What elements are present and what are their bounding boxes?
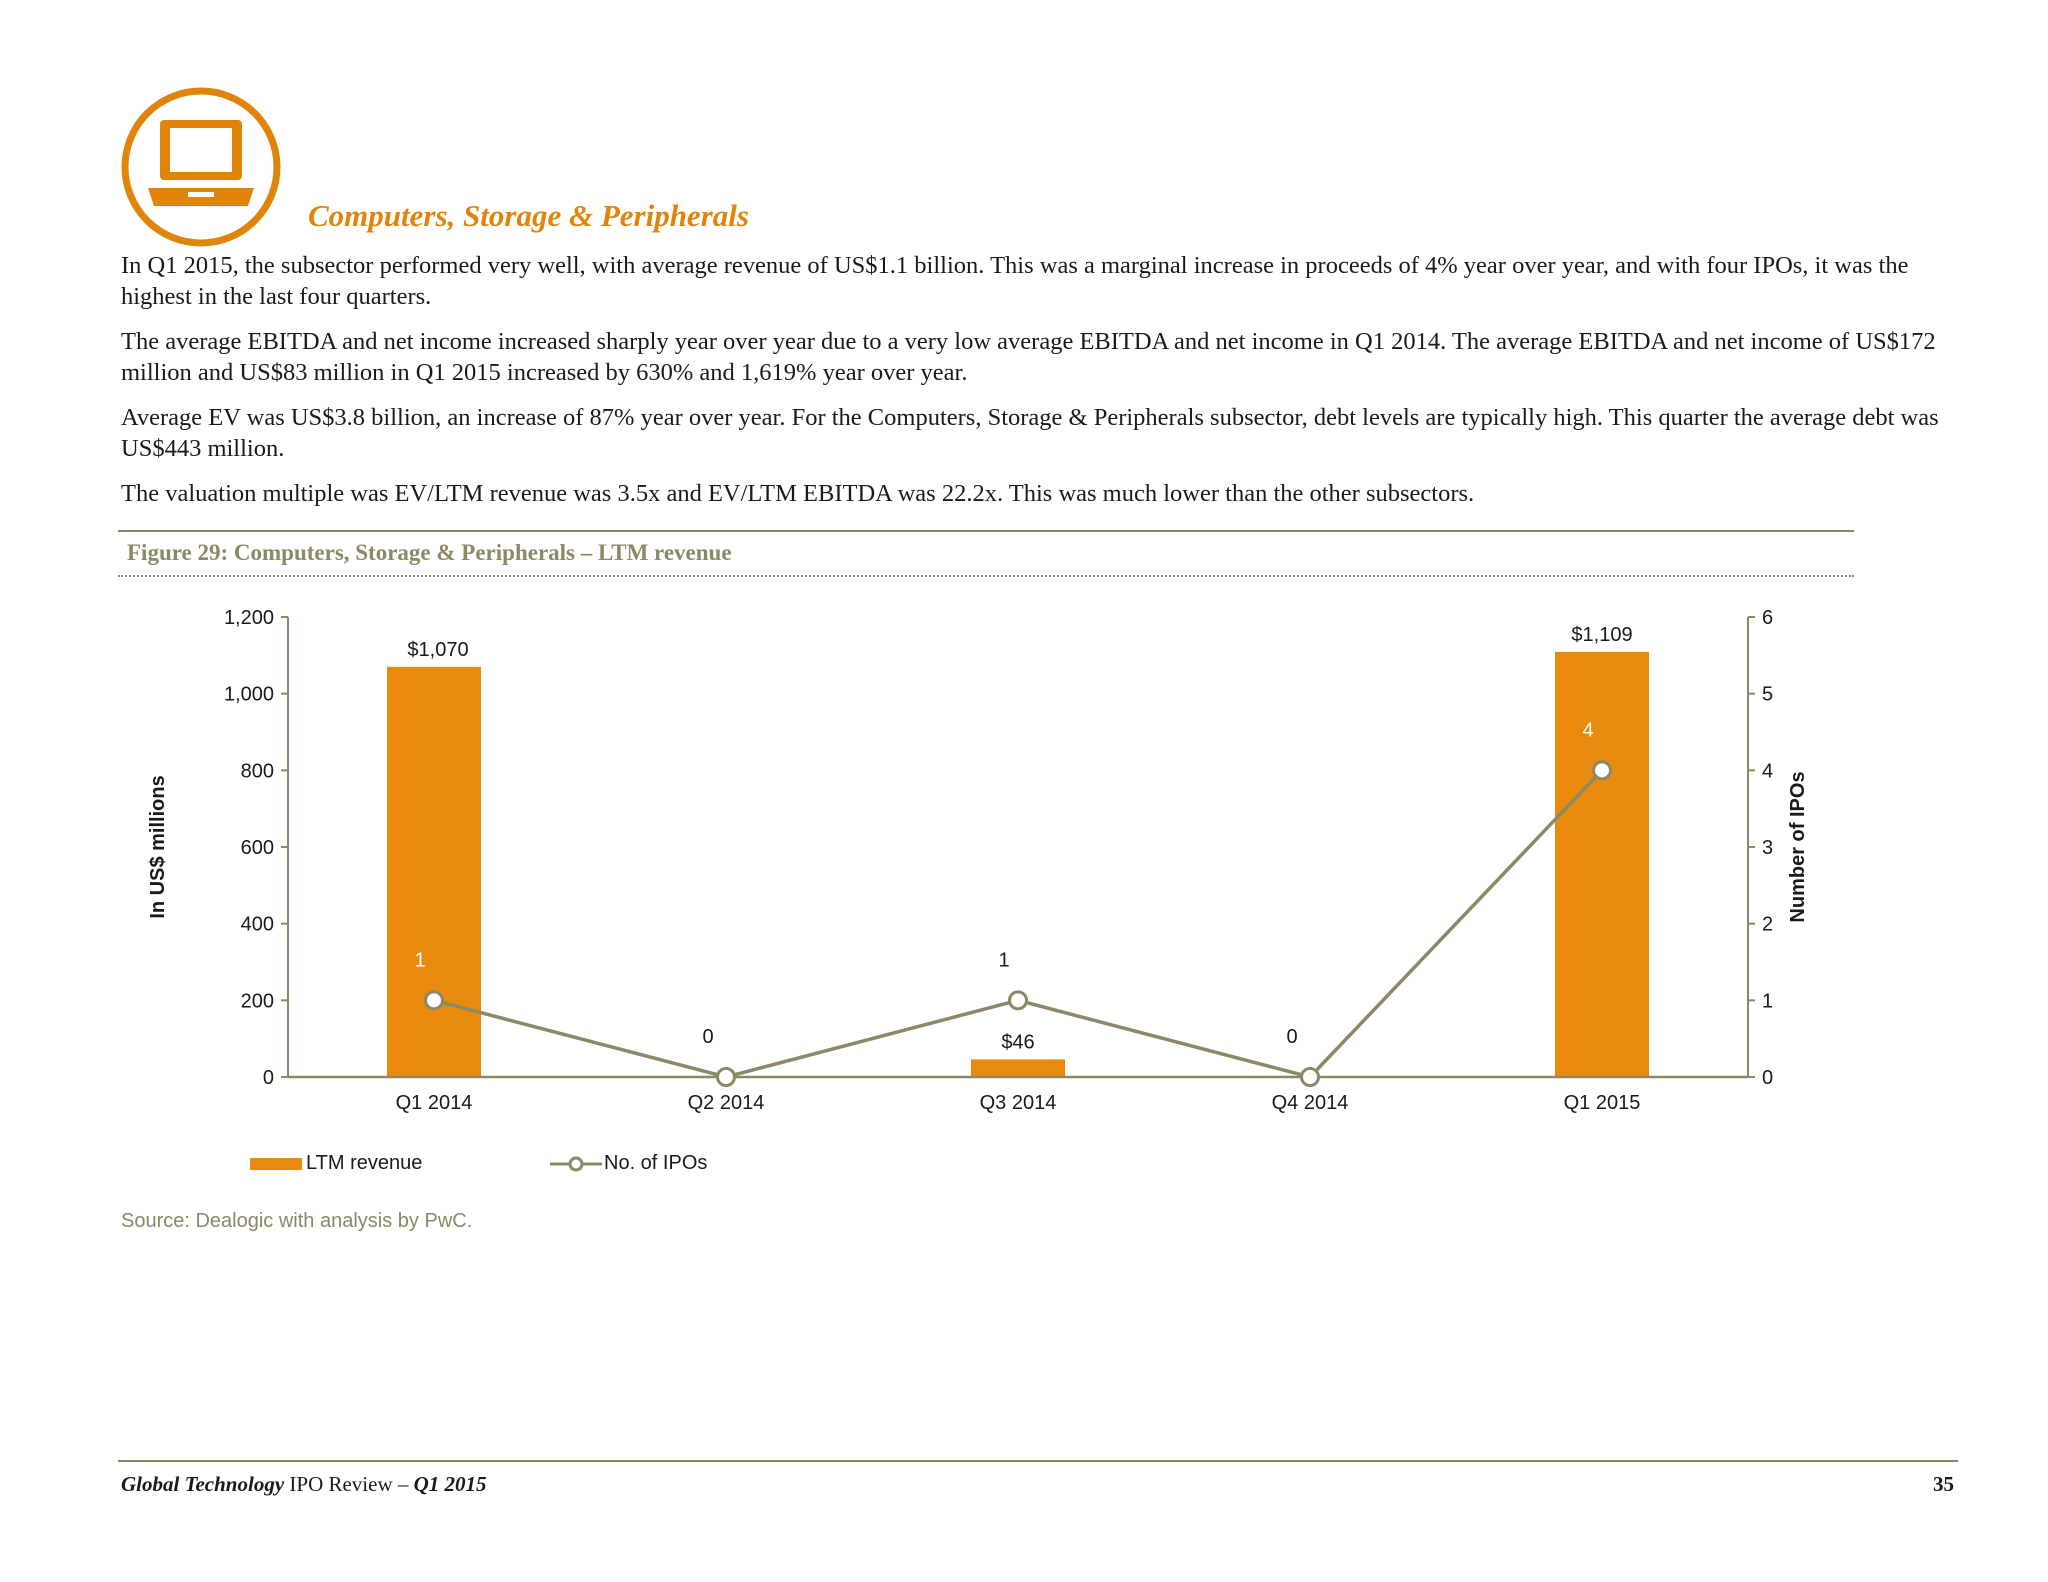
y-tick-label: 0 — [262, 1067, 274, 1089]
x-tick-label: Q1 2014 — [395, 1092, 473, 1114]
ipo-value-label: 1 — [414, 949, 426, 972]
ipo-point — [1302, 1069, 1319, 1086]
paragraph: Average EV was US$3.8 billion, an increase of 87% year over year. For the Computers, Storage & Peripherals subsector, debt levels are typically high. This quarter the average debt was US$443 million. — [121, 404, 1939, 462]
ipo-point — [426, 992, 443, 1009]
y2-tick-label: 2 — [1762, 913, 1774, 936]
y-tick-label: 1,200 — [223, 607, 274, 629]
y-axis-title: In US$ millions — [147, 775, 169, 919]
page-number: 35 — [1933, 1472, 1954, 1496]
legend-item-ltm-revenue — [250, 1152, 422, 1175]
footer-title-regular: IPO Review – — [284, 1472, 414, 1496]
ipo-value-label: 1 — [998, 949, 1010, 972]
footer-quarter: Q1 2015 — [413, 1472, 487, 1496]
x-tick-label: Q2 2014 — [687, 1092, 765, 1114]
ipo-value-label: 4 — [1582, 719, 1594, 742]
paragraph: The valuation multiple was EV/LTM revenue was 3.5x and EV/LTM EBITDA was 22.2x. This was much lower than the other subsectors. — [121, 480, 1475, 507]
figure-title: Figure 29: Computers, Storage & Peripherals – LTM revenue — [127, 540, 732, 565]
ipo-point — [1594, 762, 1611, 779]
ipo-value-label: 0 — [1286, 1026, 1298, 1048]
x-tick-label: Q4 2014 — [1271, 1092, 1349, 1114]
y2-tick-label: 6 — [1762, 607, 1774, 629]
legend-item-no-of-ipos — [550, 1152, 707, 1175]
bar-value-label: $1,109 — [1571, 623, 1633, 646]
footer-title — [121, 1472, 487, 1497]
paragraph: In Q1 2015, the subsector performed very well, with average revenue of US$1.1 billion. This was a marginal increase in proceeds of 4% year over year, and with four IPOs, it was the highest in the last four quarters. — [121, 252, 1909, 310]
legend-label: No. of IPOs — [604, 1152, 708, 1174]
legend-swatch-bar — [250, 1158, 302, 1170]
bar — [971, 1059, 1065, 1077]
ipo-point — [1010, 992, 1027, 1009]
x-tick-label: Q1 2015 — [1563, 1092, 1641, 1114]
footer-title-bold: Global Technology — [121, 1472, 285, 1496]
ipo-value-label: 0 — [702, 1026, 714, 1048]
legend-label: LTM revenue — [306, 1152, 423, 1174]
bar — [387, 667, 481, 1077]
y2-tick-label: 3 — [1762, 837, 1774, 859]
y-tick-label: 400 — [240, 913, 274, 936]
y-tick-label: 200 — [240, 990, 274, 1013]
figure-source: Source: Dealogic with analysis by PwC. — [121, 1210, 473, 1232]
legend-swatch-line — [550, 1154, 602, 1174]
bar — [1555, 652, 1649, 1077]
ipo-point — [718, 1069, 735, 1086]
y2-axis-title: Number of IPOs — [1787, 771, 1809, 923]
bar-value-label: $1,070 — [407, 638, 469, 661]
y2-tick-label: 4 — [1762, 760, 1774, 783]
y-tick-label: 1,000 — [223, 683, 274, 706]
x-tick-label: Q3 2014 — [979, 1092, 1057, 1114]
footer-rule — [118, 1460, 1958, 1462]
y2-tick-label: 5 — [1762, 683, 1774, 706]
y-tick-label: 800 — [240, 760, 274, 783]
y2-tick-label: 1 — [1762, 990, 1774, 1013]
paragraph: The average EBITDA and net income increased sharply year over year due to a very low average EBITDA and net income in Q1 2014. The average EBITDA and net income of US$172 million and US$83 million in Q1 2015 increased by 630% and 1,619% year over year. — [121, 328, 1936, 386]
y2-tick-label: 0 — [1762, 1067, 1774, 1089]
y-tick-label: 600 — [240, 837, 274, 859]
bar-value-label: $46 — [1001, 1031, 1035, 1054]
section-title: Computers, Storage & Peripherals — [308, 198, 749, 233]
